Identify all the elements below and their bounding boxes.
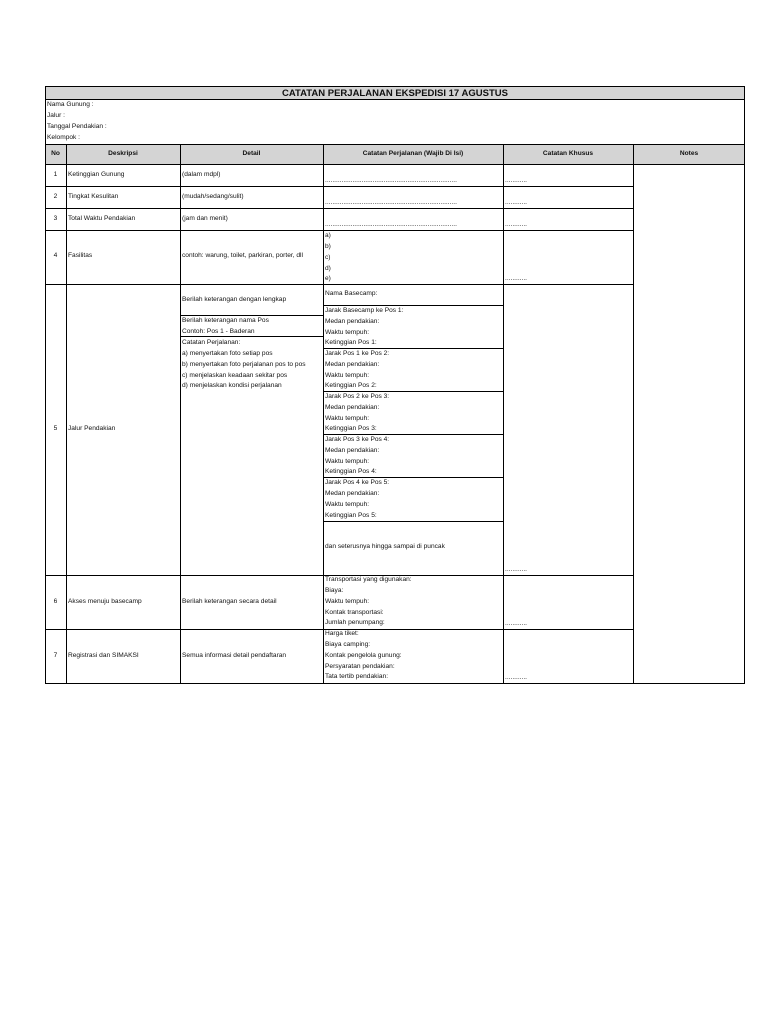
segment-field[interactable]: Jarak Pos 1 ke Pos 2: [325, 350, 390, 357]
segment-field[interactable]: Waktu tempuh: [325, 501, 370, 508]
col-divider [180, 144, 181, 684]
detail-note: b) menyertakan foto perjalanan pos to pos [182, 361, 306, 368]
registrasi-field[interactable]: Harga tiket: [325, 630, 359, 637]
akses-field[interactable]: Biaya: [325, 587, 344, 594]
summit-note: dan seterusnya hingga sampai di puncak [325, 543, 445, 550]
fasilitas-item[interactable]: c) [325, 254, 331, 261]
sub-divider [323, 348, 503, 349]
header-khusus: Catatan Khusus [503, 144, 633, 164]
row-deskripsi: Akses menuju basecamp [68, 598, 142, 605]
segment-field[interactable]: Jarak Pos 2 ke Pos 3: [325, 393, 390, 400]
sub-divider [323, 434, 503, 435]
segment-field[interactable]: Waktu tempuh: [325, 329, 370, 336]
row-no: 3 [53, 215, 58, 222]
col-divider [633, 144, 634, 684]
detail-note: a) menyertakan foto setiap pos [182, 350, 273, 357]
header-deskripsi: Deskripsi [66, 144, 180, 164]
row-no: 5 [53, 425, 58, 432]
fill-short[interactable]: ............ [505, 177, 527, 184]
header-notes: Notes [633, 144, 745, 164]
segment-field[interactable]: Medan pendakian: [325, 447, 380, 454]
fasilitas-item[interactable]: d) [325, 265, 331, 272]
sub-divider [180, 315, 323, 316]
form-title: CATATAN PERJALANAN EKSPEDISI 17 AGUSTUS [45, 86, 745, 100]
akses-field[interactable]: Transportasi yang digunakan: [325, 576, 412, 583]
segment-field[interactable]: Ketinggian Pos 3: [325, 425, 377, 432]
segment-field[interactable]: Ketinggian Pos 5: [325, 512, 377, 519]
row-no: 6 [53, 598, 58, 605]
row-divider [45, 186, 633, 187]
segment-field[interactable]: Jarak Pos 3 ke Pos 4: [325, 436, 390, 443]
segment-field[interactable]: Medan pendakian: [325, 361, 380, 368]
segment-field[interactable]: Medan pendakian: [325, 318, 380, 325]
row-divider [45, 230, 633, 231]
row-divider [45, 284, 633, 285]
row-deskripsi: Registrasi dan SIMAKSI [68, 652, 139, 659]
fill-short[interactable]: ............ [505, 221, 527, 228]
row-detail: Berilah keterangan secara detail [182, 598, 277, 605]
detail-note: c) menjelaskan keadaan sekitar pos [182, 372, 288, 379]
detail-note: Catatan Perjalanan: [182, 339, 241, 346]
segment-field[interactable]: Medan pendakian: [325, 490, 380, 497]
info-jalur: Jalur : [47, 112, 65, 119]
row-detail: Semua informasi detail pendaftaran [182, 652, 287, 659]
segment-field[interactable]: Waktu tempuh: [325, 372, 370, 379]
row-deskripsi: Total Waktu Pendakian [68, 215, 136, 222]
row-detail: (jam dan menit) [182, 215, 228, 222]
info-kelompok: Kelompok : [47, 134, 80, 141]
col-divider [323, 144, 324, 684]
fill-line[interactable]: ........................................................................ [325, 221, 457, 228]
info-tanggal: Tanggal Pendakian : [47, 123, 107, 130]
fasilitas-item[interactable]: e) [325, 275, 331, 282]
info-block [45, 99, 745, 145]
segment-field[interactable]: Jarak Pos 4 ke Pos 5: [325, 479, 390, 486]
segment-field[interactable]: Medan pendakian: [325, 404, 380, 411]
row-no: 7 [53, 652, 58, 659]
fill-short[interactable]: ............ [505, 275, 527, 282]
row-deskripsi: Ketinggian Gunung [68, 171, 125, 178]
detail-note: Contoh: Pos 1 - Baderan [182, 328, 255, 335]
row-divider [45, 208, 633, 209]
row-detail: contoh: warung, toilet, parkiran, porter, dll [182, 252, 303, 259]
segment-field[interactable]: Waktu tempuh: [325, 458, 370, 465]
fasilitas-item[interactable]: a) [325, 232, 331, 239]
akses-field[interactable]: Jumlah penumpang: [325, 619, 385, 626]
sub-divider [180, 336, 323, 337]
fill-short[interactable]: ............ [505, 566, 527, 573]
registrasi-field[interactable]: Kontak pengelola gunung: [325, 652, 402, 659]
segment-field[interactable]: Waktu tempuh: [325, 415, 370, 422]
fill-line[interactable]: ........................................................................ [325, 177, 457, 184]
sub-divider [323, 521, 503, 522]
row-no: 4 [53, 252, 58, 259]
header-no: No [45, 144, 66, 164]
row-no: 2 [53, 193, 58, 200]
segment-field[interactable]: Ketinggian Pos 4: [325, 468, 377, 475]
detail-note: d) menjelaskan kondisi perjalanan [182, 382, 282, 389]
segment-field[interactable]: Ketinggian Pos 2: [325, 382, 377, 389]
row-detail: (dalam mdpl) [182, 171, 221, 178]
header-bottom [45, 164, 745, 165]
sub-divider [323, 305, 503, 306]
header-catatan: Catatan Perjalanan (Wajib Di Isi) [323, 144, 503, 164]
col-divider [66, 144, 67, 684]
fill-line[interactable]: ........................................................................ [325, 199, 457, 206]
expedition-form [45, 86, 745, 684]
header-detail: Detail [180, 144, 323, 164]
detail-note: Berilah keterangan nama Pos [182, 317, 269, 324]
akses-field[interactable]: Kontak transportasi: [325, 609, 384, 616]
sub-divider [323, 391, 503, 392]
row-no: 1 [53, 171, 58, 178]
row-deskripsi: Tingkat Kesulitan [68, 193, 119, 200]
sub-divider [323, 477, 503, 478]
row-detail: (mudah/sedang/sulit) [182, 193, 244, 200]
info-nama-gunung: Nama Gunung : [47, 101, 94, 108]
row-deskripsi: Jalur Pendakian [68, 425, 116, 432]
segment-field[interactable]: Ketinggian Pos 1: [325, 339, 377, 346]
fill-short[interactable]: ............ [505, 199, 527, 206]
fasilitas-item[interactable]: b) [325, 243, 331, 250]
col-divider [503, 144, 504, 684]
fill-short[interactable]: ............ [505, 620, 527, 627]
segment-field[interactable]: Jarak Basecamp ke Pos 1: [325, 307, 404, 314]
registrasi-field[interactable]: Persyaratan pendakian: [325, 663, 395, 670]
registrasi-field[interactable]: Tata tertib pendakian: [325, 673, 389, 680]
basecamp-field[interactable]: Nama Basecamp: [325, 290, 378, 297]
detail-note: Berilah keterangan dengan lengkap [182, 296, 287, 303]
row-deskripsi: Fasilitas [68, 252, 93, 259]
akses-field[interactable]: Waktu tempuh: [325, 598, 370, 605]
fill-short[interactable]: ............ [505, 674, 527, 681]
registrasi-field[interactable]: Biaya camping: [325, 641, 371, 648]
